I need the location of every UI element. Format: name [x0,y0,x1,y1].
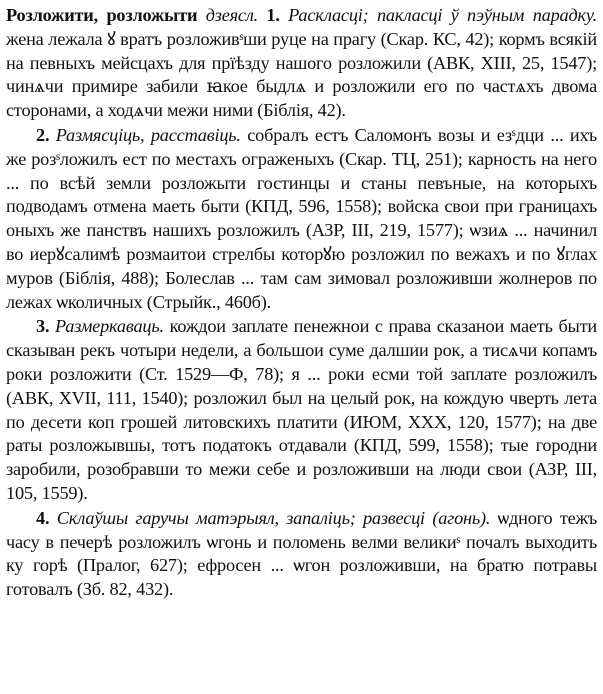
sense-citations: ѡдного тежъ часу в печерѣ розложилъ ѡгонь и поломень велми великиˢ почалъ выходить ку горѣ (Пралог, 627); ефросен ... ѡгон розложивши, на братю потравы готовалъ (Зб. 82, 432). [6,507,597,600]
sense-number: 4. [36,507,50,528]
sense-number: 2. [36,124,50,145]
sense-citations: собралъ естъ Саломонъ возы и езˢдци ... ихъ же розˢложилъ ест по местахъ ограженыхъ (Скар. ТЦ, 251); карность на него ... по всѣй земли розложыти гостинцы и станы певъные, на которыхъ подводамъ отмена маеть быти (КПД, 596, 1558); войска свои при границахъ оныхъ же панствъ нашихъ розложилъ (АЗР, III, 219, 1577); ѡзиѧ ... начинил во иерꙋсалимѣ розмаитои стрелбы которꙋю розложил по вежахъ и по ꙋглах муров (Біблія, 488); Болеслав ... там сам зимовал розложивши жолнеров по лежах ѡколичных (Стрыйк., 460б). [6,124,597,312]
sense-1 [6,4,597,123]
grammar-label: дзеясл. [205,5,258,25]
sense-citations: жена лежала ꙋ вратъ розложивˢши руце на прагу (Скар. КС, 42); кормъ всякій на певныхъ мейсцахъ для прїѣзду нашого розложили (АВК, XIII, 25, 1547); чинѧчи примире забили ꙗкое быдлѧ и розложили его по частѧхъ двома сторонами, а ходѧчи межи ними (Біблія, 42). [6,28,597,121]
sense-number: 1. [266,5,280,25]
dictionary-entry [6,4,597,602]
sense-4 [6,507,597,602]
sense-citations: кождои заплате пенежнои с права сказанои маеть быти сказыван рекъ чотыри недели, а большои суме далшии рок, а тисѧчи копамъ роки розложити (Ст. 1529—Ф, 78); я ... роки есми той заплате розложилъ (АВК, XVII, 111, 1540); розложил был на целый рок, на кождую чверть лета по десети коп грошей литовскихъ платити (ИЮМ, XXX, 120, 1577); на две раты розложывшы, тотъ податокъ отдавали (КПД, 599, 1558); тые городни заробили, розобравши то межи себе и розложивши на люди свои (АЗР, III, 105, 1559). [6,316,597,503]
headword: Розложити, розложыти [6,5,198,25]
sense-definition: Размясціць, расставіць. [55,124,241,145]
sense-definition: Размеркаваць. [55,316,164,337]
sense-definition: Раскласці; пакласці ў пэўным парадку. [288,5,597,25]
sense-2 [6,124,597,314]
sense-number: 3. [36,316,50,337]
sense-3 [6,315,597,505]
sense-definition: Склаўшы гаручы матэрыял, запаліць; развесці (агонь). [56,507,491,528]
